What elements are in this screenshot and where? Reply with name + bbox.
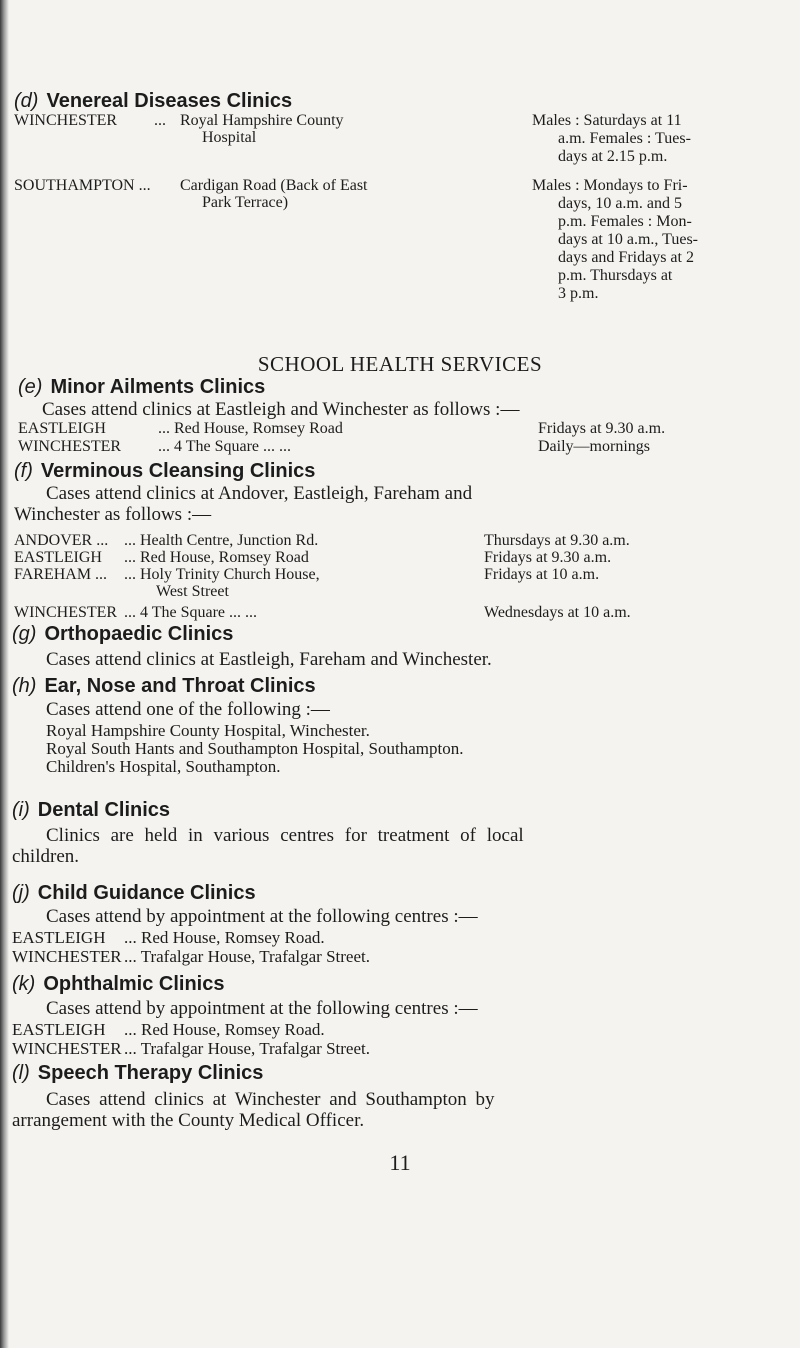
row-venue-1: Cardigan Road (Back of East [180,177,368,194]
minor-ailments-heading [18,376,265,398]
orthopaedic-title: Orthopaedic Clinics [44,623,234,645]
dental-heading [12,799,170,821]
speech-title: Speech Therapy Clinics [37,1062,264,1084]
row-time: Daily—mornings [538,438,650,455]
times-line: p.m. Females : Mon- [558,213,692,230]
verminous-title: Verminous Cleansing Clinics [40,460,316,482]
times-line: 3 p.m. [558,285,599,302]
ent-intro: Cases attend one of the following :— [46,699,330,720]
row-venue: ... Health Centre, Junction Rd. [124,532,319,549]
dental-text-2: children. [12,846,80,867]
row-time: Thursdays at 9.30 a.m. [484,532,630,549]
speech-text-1: Cases attend clinics at Winchester and Southampton by [46,1089,495,1110]
ent-item: Royal South Hants and Southampton Hospital, Southampton. [46,739,464,758]
ent-heading [12,675,316,697]
row-venue-1: Royal Hampshire County [180,112,344,129]
row-time: Fridays at 9.30 a.m. [484,549,612,566]
orthopaedic-heading [12,623,233,645]
row-place: FAREHAM ... [14,566,108,583]
ophthalmic-intro: Cases attend by appointment at the following centres :— [46,998,478,1019]
child-guidance-letter: (j) [12,882,30,904]
ent-item: Children's Hospital, Southampton. [46,757,281,776]
speech-heading [12,1062,263,1084]
row-venue: ... Red House, Romsey Road [124,549,309,566]
row-time: Fridays at 9.30 a.m. [538,420,666,437]
orthopaedic-letter: (g) [12,623,37,645]
times-line: Males : Saturdays at 11 [532,112,682,129]
venereal-title: Venereal Diseases Clinics [46,90,293,112]
ophthalmic-title: Ophthalmic Clinics [43,973,225,995]
row-place: WINCHESTER [12,1039,122,1058]
row-time: Wednesdays at 10 a.m. [484,604,631,621]
row-venue-2: Park Terrace) [202,194,289,211]
row-time: Fridays at 10 a.m. [484,566,600,583]
times-line: p.m. Thursdays at [558,267,673,284]
minor-title: Minor Ailments Clinics [50,376,266,398]
venereal-letter: (d) [14,90,39,112]
row-place: WINCHESTER [18,438,122,455]
row-venue-2: West Street [156,583,229,600]
child-guidance-title: Child Guidance Clinics [37,882,256,904]
ent-title: Ear, Nose and Throat Clinics [44,675,316,697]
page-number: 11 [389,1150,411,1175]
dental-text-1: Clinics are held in various centres for treatment of local [46,825,524,846]
row-venue: ... 4 The Square ... ... [124,604,258,621]
row-place: EASTLEIGH [12,928,106,947]
row-venue: ... Trafalgar House, Trafalgar Street. [124,947,370,966]
row-dots: ... [154,112,166,129]
child-guidance-intro: Cases attend by appointment at the following centres :— [46,906,478,927]
ophthalmic-heading [12,973,224,995]
verminous-intro-2: Winchester as follows :— [14,504,212,525]
row-place: WINCHESTER [12,947,122,966]
times-line: days, 10 a.m. and 5 [558,195,682,212]
times-line: a.m. Females : Tues- [558,130,691,147]
orthopaedic-text: Cases attend clinics at Eastleigh, Fareham and Winchester. [46,649,492,670]
row-venue: ... Holy Trinity Church House, [124,566,320,583]
dental-letter: (i) [12,799,30,821]
row-place: EASTLEIGH [12,1020,106,1039]
verminous-letter: (f) [14,460,33,482]
ent-item: Royal Hampshire County Hospital, Winchester. [46,721,370,740]
page-edge-shadow [0,0,9,1348]
times-line: days and Fridays at 2 [558,249,694,266]
row-venue: ... Red House, Romsey Road. [124,1020,325,1039]
row-place: EASTLEIGH [18,420,106,437]
minor-letter: (e) [18,376,43,398]
row-venue: ... Trafalgar House, Trafalgar Street. [124,1039,370,1058]
minor-intro: Cases attend clinics at Eastleigh and Winchester as follows :— [42,399,520,420]
ent-letter: (h) [12,675,37,697]
ent-list [46,722,796,776]
verminous-heading [14,460,315,482]
child-guidance-heading [12,882,256,904]
row-place: WINCHESTER [14,112,118,129]
dental-title: Dental Clinics [37,799,171,821]
row-venue: ... Red House, Romsey Road [158,420,343,437]
row-place: WINCHESTER [14,604,118,621]
row-times [532,112,800,166]
times-line: days at 2.15 p.m. [558,148,668,165]
row-venue-2: Hospital [202,129,257,146]
ophthalmic-letter: (k) [12,973,36,995]
row-times [532,177,800,303]
times-line: Males : Mondays to Fri- [532,177,688,194]
row-venue: ... Red House, Romsey Road. [124,928,325,947]
times-line: days at 10 a.m., Tues- [558,231,698,248]
verminous-intro-1: Cases attend clinics at Andover, Eastleigh, Fareham and [46,483,473,504]
row-place: ANDOVER ... [14,532,109,549]
school-health-title: SCHOOL HEALTH SERVICES [257,352,543,376]
row-place: EASTLEIGH [14,549,102,566]
row-venue: ... 4 The Square ... ... [158,438,292,455]
row-place: SOUTHAMPTON ... [14,177,151,194]
speech-text-2: arrangement with the County Medical Officer. [12,1110,365,1131]
venereal-heading [14,90,292,112]
speech-letter: (l) [12,1062,30,1084]
